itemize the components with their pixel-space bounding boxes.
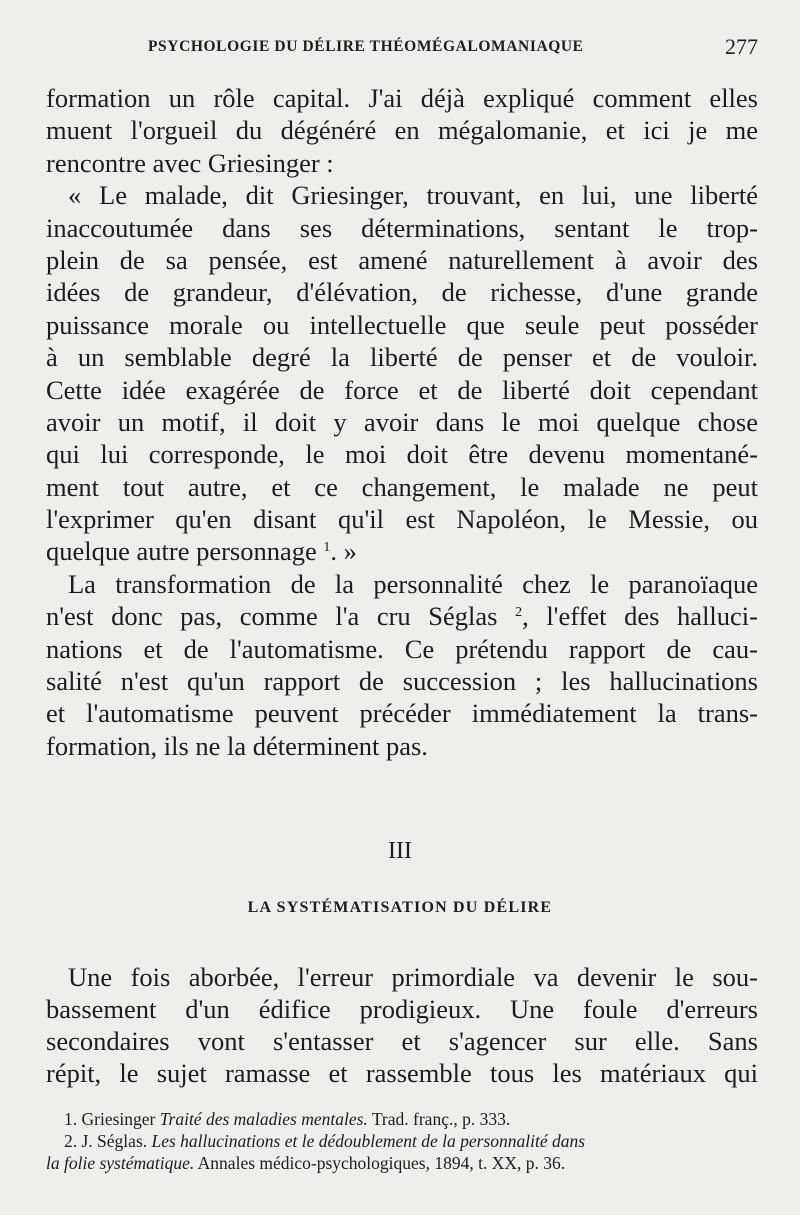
text-line: inaccoutumée dans ses déterminations, sentant le trop- (46, 212, 758, 243)
text-line: idées de grandeur, d'élévation, de richesse, d'une grande (46, 277, 758, 308)
text-line: avoir un motif, il doit y avoir dans le moi quelque chose (46, 406, 758, 437)
text-line: plein de sa pensée, est amené naturellement à avoir des (46, 244, 758, 275)
text-line: Une fois aborbée, l'erreur primordiale va devenir le sou- (68, 962, 758, 992)
footnote-ref: 2 (515, 605, 523, 621)
text-line: rencontre avec Griesinger : (46, 147, 334, 178)
footnotes (46, 1108, 758, 1174)
footnote-title: Les hallucinations et le dédoublement de la personnalité dans (151, 1131, 586, 1151)
text-fragment: quelque autre personnage (46, 536, 317, 567)
text-line: et l'automatisme peuvent précéder immédiatement la trans- (46, 698, 758, 729)
footnote-author: Griesinger (81, 1109, 156, 1129)
text-line: La transformation de la personnalité chez le paranoïaque (68, 568, 758, 599)
text-line: Cette idée exagérée de force et de liberté doit cependant (46, 374, 758, 405)
section-title: LA SYSTÉMATISATION DU DÉLIRE (247, 899, 553, 916)
footnote-number: 1. (64, 1109, 78, 1129)
footnote-ref: 1 (323, 540, 331, 556)
text-fragment: , l'effet des halluci- (522, 601, 758, 632)
text-line-with-footnote (46, 600, 758, 632)
text-line-with-footnote (46, 535, 758, 567)
footnote-number: 2. (64, 1131, 78, 1151)
text-line: ment tout autre, et ce changement, le malade ne peut (46, 471, 758, 502)
footnote-2-continued (46, 1152, 758, 1174)
section-number: III (388, 838, 412, 864)
text-line: qui lui corresponde, le moi doit être devenu momentané- (46, 439, 758, 470)
text-line: secondaires vont s'entasser et s'agencer sur elle. Sans (46, 1026, 758, 1056)
text-fragment: n'est donc pas, comme l'a cru Séglas (46, 601, 498, 632)
text-line: à un semblable degré la liberté de penser et de vouloir. (46, 342, 758, 373)
footnote-title: la folie systématique. (46, 1153, 195, 1173)
footnote-2 (46, 1130, 758, 1152)
body-text-bottom (46, 961, 758, 1089)
footnote-citation: Annales médico-psychologiques, 1894, t. XX, p. 36. (197, 1153, 566, 1173)
running-title: PSYCHOLOGIE DU DÉLIRE THÉOMÉGALOMANIAQUE (148, 38, 584, 55)
footnote-1 (46, 1108, 758, 1130)
quote-close: . » (330, 536, 357, 567)
footnote-author: J. Séglas. (81, 1131, 148, 1151)
text-line: formation un rôle capital. J'ai déjà expliqué comment elles (46, 83, 758, 113)
footnote-citation: Trad. franç., p. 333. (371, 1109, 511, 1129)
running-head (46, 36, 758, 62)
text-line: puissance morale ou intellectuelle que seule peut posséder (46, 309, 758, 340)
text-line: l'exprimer qu'en disant qu'il est Napoléon, le Messie, ou (46, 504, 758, 535)
text-line: muent l'orgueil du dégénéré en mégalomanie, et ici je me (46, 115, 758, 146)
body-text-top (46, 82, 758, 762)
text-line: formation, ils ne la déterminent pas. (46, 730, 428, 761)
footnote-title: Traité des maladies mentales. (159, 1109, 368, 1129)
page-number: 277 (725, 34, 758, 59)
text-line: salité n'est qu'un rapport de succession ; les hallucinations (46, 666, 758, 697)
text-line: nations et de l'automatisme. Ce prétendu rapport de cau- (46, 633, 758, 664)
text-line: répit, le sujet ramasse et rassemble tous les matériaux qui (46, 1058, 758, 1088)
text-line: bassement d'un édifice prodigieux. Une foule d'erreurs (46, 994, 758, 1024)
text-line: « Le malade, dit Griesinger, trouvant, en lui, une liberté (68, 180, 758, 211)
